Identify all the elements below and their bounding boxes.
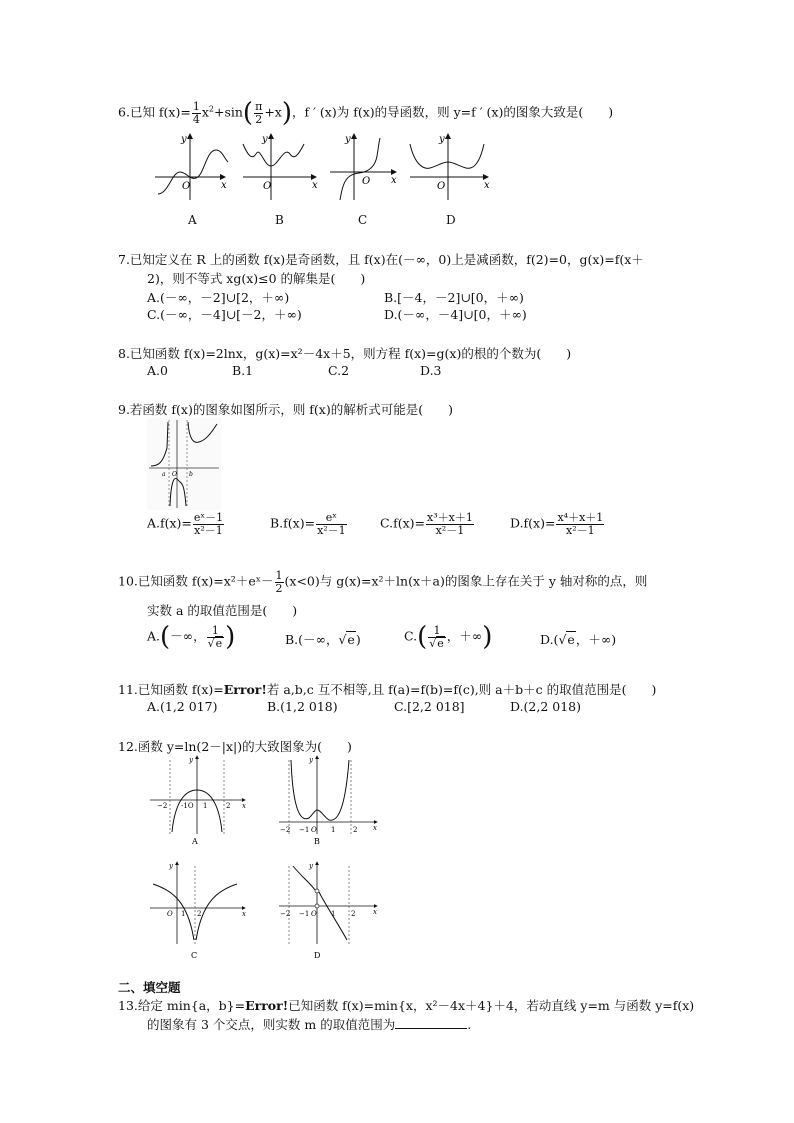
svg-text:x: x — [242, 910, 246, 918]
q6-label-c: C — [358, 213, 368, 227]
q12-label-d: D — [314, 951, 321, 960]
svg-text:−2: −2 — [280, 826, 291, 834]
svg-text:y: y — [439, 134, 445, 145]
q6-graph-a — [155, 134, 228, 200]
svg-text:2: 2 — [226, 802, 231, 810]
q8-stem: 8.已知函数 f(x)=2lnx，g(x)=x²－4x＋5，则方程 f(x)=g(x)的根的个数为( ) — [118, 346, 572, 361]
q10-line2: 实数 a 的取值范围是( ) — [147, 603, 298, 618]
svg-text:1: 1 — [331, 826, 336, 834]
q10-option-b: B.(－∞，√e) — [285, 632, 361, 647]
svg-text:O: O — [311, 826, 317, 834]
q12-graph-b — [279, 756, 377, 846]
q9-stem: 9.若函数 f(x)的图象如图所示，则 f(x)的解析式可能是( ) — [118, 402, 453, 417]
q12-graph-c — [150, 862, 246, 960]
svg-text:1: 1 — [181, 910, 186, 918]
q11-option-a: A.(1,2 017) — [147, 699, 218, 714]
svg-text:y: y — [189, 756, 193, 764]
q7-option-b: B.[－4，－2]∪[0，＋∞) — [384, 290, 524, 305]
q12-graphs — [145, 752, 390, 962]
svg-text:y: y — [345, 134, 351, 145]
svg-text:x: x — [391, 175, 397, 186]
answer-blank[interactable] — [395, 1016, 467, 1029]
q12-label-a: A — [192, 837, 198, 846]
svg-text:O: O — [437, 181, 446, 192]
svg-text:1: 1 — [203, 802, 208, 810]
q12-graph-d — [279, 862, 377, 960]
q7-option-a: A.(－∞，－2]∪[2，＋∞) — [147, 290, 290, 305]
svg-text:y: y — [262, 134, 268, 145]
q10-option-c: C.( $\frac{1}{√e}$ ，＋∞) — [404, 622, 493, 652]
svg-text:x: x — [221, 180, 227, 191]
svg-text:y: y — [181, 134, 187, 145]
q8-option-c: C.2 — [328, 363, 350, 378]
svg-text:x: x — [312, 180, 318, 191]
q7-option-c: C.(－∞，－4]∪[－2，＋∞) — [147, 307, 302, 322]
svg-text:1: 1 — [331, 910, 336, 918]
svg-text:O: O — [311, 910, 317, 918]
svg-text:2: 2 — [197, 910, 202, 918]
q8-option-d: D.3 — [420, 363, 442, 378]
svg-text:x: x — [373, 824, 377, 832]
q10-option-a: A.(－∞， $\frac{1}{√e}$ ) — [147, 622, 236, 652]
svg-text:O: O — [263, 181, 272, 192]
svg-text:2: 2 — [353, 826, 358, 834]
svg-text:x: x — [484, 180, 490, 191]
svg-text:O: O — [167, 910, 173, 918]
q12-graph-a — [150, 756, 246, 846]
svg-text:O: O — [182, 181, 191, 192]
section-heading: 二、填空题 — [118, 980, 181, 995]
q11-option-b: B.(1,2 018) — [267, 699, 338, 714]
q6-graph-d — [410, 134, 490, 200]
q9-option-d: D.f(x)= $\frac{\text{x⁴＋x＋1}}{\text{x²－1}}$ — [510, 511, 604, 537]
q12-label-b: B — [314, 837, 320, 846]
q6-label-a: A — [188, 213, 197, 227]
q7-line1: 7.已知定义在 R 上的函数 f(x)是奇函数，且 f(x)在(－∞，0)上是减函数，f(2)=0，g(x)=f(x＋ — [118, 252, 644, 267]
q9-option-c: C.f(x)= $\frac{\text{x³＋x＋1}}{\text{x²－1}}$ — [380, 511, 473, 537]
q13-stem: 13.给定 min{a，b}=Error!已知函数 f(x)=min{x，x²－4x＋4}＋4，若动直线 y=m 与函数 y=f(x) — [118, 998, 695, 1013]
q6-graph-b — [243, 134, 318, 200]
svg-text:x: x — [242, 802, 246, 810]
svg-text:−2: −2 — [280, 910, 291, 918]
q6-graphs — [150, 132, 495, 204]
q8-option-b: B.1 — [232, 363, 254, 378]
q9-option-a: A.f(x)= $\frac{\text{eˣ－1}}{\text{x²－1}}$ — [147, 511, 224, 537]
q9-label-o: O — [172, 471, 177, 478]
q6-graph-c — [330, 134, 397, 200]
q6-label-d: D — [446, 213, 456, 227]
q12-stem: 12.函数 y=ln(2－|x|)的大致图象为( ) — [118, 739, 352, 754]
svg-text:y: y — [309, 862, 313, 870]
q10-stem: 10.已知函数 f(x)=x²＋eˣ－ $\frac{1}{2}$ (x<0)与 g(x)=x²＋ln(x＋a)的图象上存在关于 y 轴对称的点，则 — [118, 569, 648, 595]
svg-text:y: y — [309, 756, 313, 764]
q13-line2: 的图象有 3 个交点，则实数 m 的取值范围为 . — [147, 1017, 472, 1032]
q10-option-d: D.(√e，＋∞) — [540, 632, 617, 647]
svg-text:2: 2 — [351, 910, 356, 918]
q7-option-d: D.(－∞，－4]∪[0，＋∞) — [384, 307, 527, 322]
q8-option-a: A.0 — [147, 363, 168, 378]
q7-line2: 2)，则不等式 xg(x)≤0 的解集是( ) — [147, 271, 366, 286]
q9-label-b: b — [189, 471, 193, 478]
q11-stem: 11.已知函数 f(x)=Error!若 a,b,c 互不相等,且 f(a)=f(b)=f(c),则 a＋b＋c 的取值范围是( ) — [118, 682, 657, 697]
q9-label-a: a — [162, 471, 166, 478]
q6-stem: 6.已知 f(x)= $\frac{1}{4}$ $x^2+\sin$( $\frac{\pi}{2}$ +x)，f ′ (x)为 f(x)的导函数，则 y=f ′ (x)的图象大致是( ) — [118, 98, 614, 128]
q6-label-b: B — [275, 213, 284, 227]
svg-text:−1: −1 — [299, 910, 310, 918]
q11-option-d: D.(2,2 018) — [510, 699, 582, 714]
q9-option-b: B.f(x)= $\frac{\text{eˣ}}{\text{x²－1}}$ — [270, 511, 346, 537]
svg-text:O: O — [362, 176, 371, 187]
svg-text:−1: −1 — [299, 826, 310, 834]
svg-text:−2: −2 — [157, 802, 168, 810]
svg-text:x: x — [373, 908, 377, 916]
q9-graph — [147, 418, 221, 510]
svg-text:-1O: -1O — [181, 802, 194, 810]
q11-option-c: C.[2,2 018] — [394, 699, 465, 714]
q12-label-c: C — [191, 951, 198, 960]
svg-text:y: y — [169, 862, 173, 870]
